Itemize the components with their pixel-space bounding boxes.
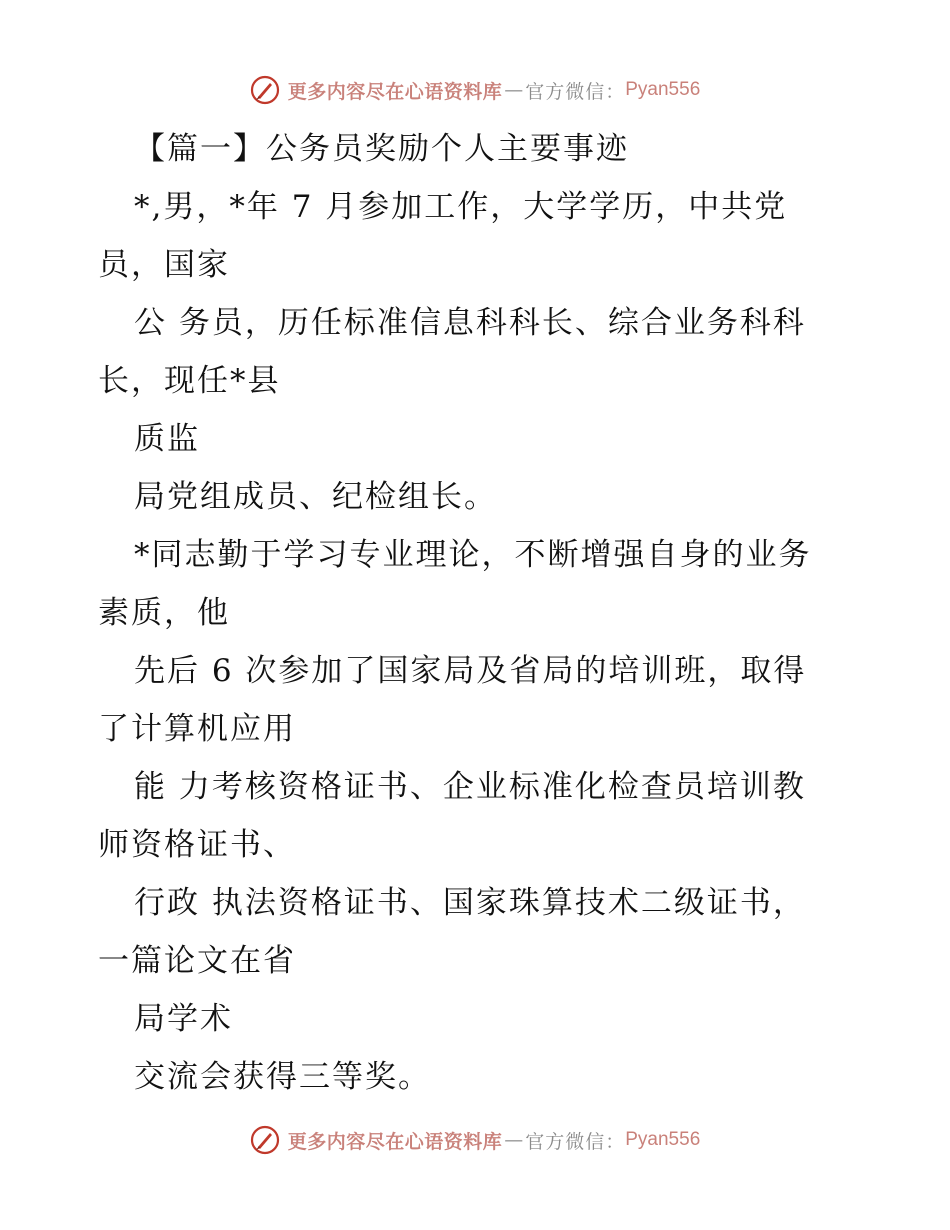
banner-wechat-label: 官方微信： bbox=[525, 80, 626, 103]
text-line: 公 务员，历任标准信息科科长、综合业务科科 bbox=[134, 305, 806, 341]
text-line: 员，国家 bbox=[98, 247, 230, 283]
document-heading: 【篇一】公务员奖励个人主要事迹 bbox=[134, 131, 629, 167]
quill-logo-icon bbox=[250, 1125, 280, 1155]
banner-wechat-label: 官方微信： bbox=[525, 1130, 626, 1153]
text-line: *,男，*年 7 月参加工作，大学学历，中共党 bbox=[134, 189, 788, 225]
text-line: 行政 执法资格证书、国家珠算技术二级证书， bbox=[134, 885, 806, 921]
footer-banner bbox=[0, 1120, 950, 1160]
text-line: 质监 bbox=[134, 421, 200, 457]
text-line: 师资格证书、 bbox=[98, 827, 296, 863]
text-line: 局学术 bbox=[134, 1001, 233, 1037]
banner-separator: — bbox=[504, 79, 524, 101]
text-line: 了计算机应用 bbox=[98, 711, 296, 747]
text-line: 长，现任*县 bbox=[98, 363, 281, 399]
banner-title: 更多内容尽在心语资料库 bbox=[287, 1130, 503, 1153]
text-line: *同志勤于学习专业理论，不断增强自身的业务 bbox=[134, 537, 812, 573]
quill-logo-icon bbox=[250, 75, 280, 105]
text-line: 先后 6 次参加了国家局及省局的培训班，取得 bbox=[134, 653, 807, 689]
text-line: 局党组成员、纪检组长。 bbox=[134, 479, 497, 515]
text-line: 素质，他 bbox=[98, 595, 230, 631]
text-line: 能 力考核资格证书、企业标准化检查员培训教 bbox=[134, 769, 806, 805]
document-body bbox=[98, 120, 838, 1106]
text-line: 一篇论文在省 bbox=[98, 943, 296, 979]
banner-wechat-id: Pyan556 bbox=[625, 79, 701, 100]
text-line: 交流会获得三等奖。 bbox=[134, 1059, 431, 1095]
banner-wechat-id: Pyan556 bbox=[625, 1129, 701, 1150]
banner-title: 更多内容尽在心语资料库 bbox=[287, 80, 503, 103]
banner-separator: — bbox=[504, 1129, 524, 1151]
header-banner bbox=[0, 70, 950, 110]
